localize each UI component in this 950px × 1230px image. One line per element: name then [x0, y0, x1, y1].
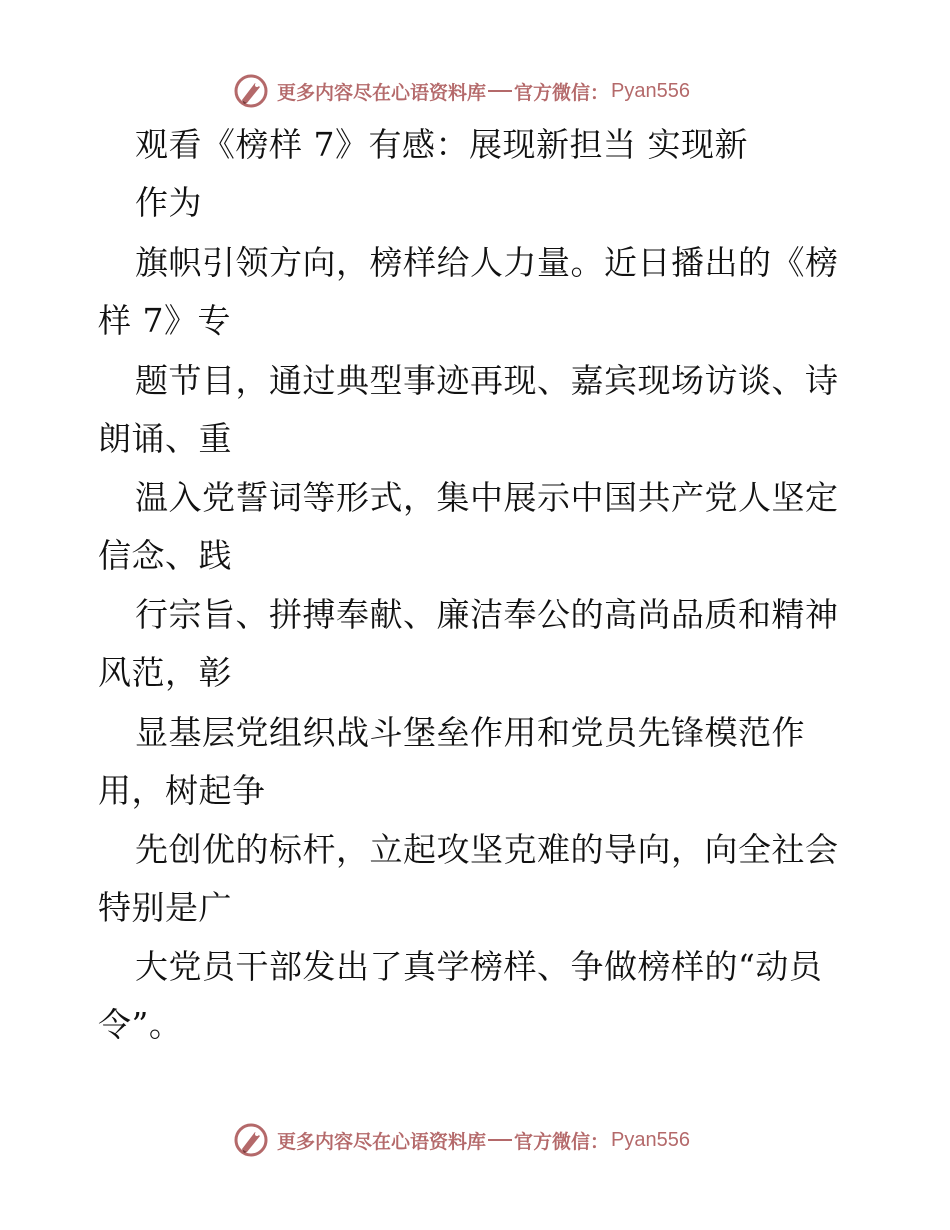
text-line: 样 7》专: [98, 301, 231, 340]
text-line: 信念、践: [98, 536, 232, 575]
watermark-text: [277, 78, 690, 105]
text-line: 令”。: [98, 1005, 183, 1044]
pen-circle-logo-icon: [233, 1122, 269, 1158]
watermark-site-text: 更多内容尽在心语资料库: [277, 1130, 487, 1153]
text-line: 旗帜引领方向，榜样给人力量。近日播出的《榜: [135, 243, 839, 282]
text-line: 题节目，通过典型事迹再现、嘉宾现场访谈、诗: [135, 361, 839, 400]
text-line: 风范，彰: [98, 653, 232, 692]
text-line: 作为: [135, 183, 202, 222]
text-line: 先创优的标杆，立起攻坚克难的导向，向全社会: [135, 830, 839, 869]
footer-watermark: [233, 1120, 690, 1160]
watermark-wechat-id: Pyan556: [611, 79, 690, 102]
watermark-site-text: 更多内容尽在心语资料库: [277, 81, 487, 104]
text-line: 温入党誓词等形式，集中展示中国共产党人坚定: [135, 478, 839, 517]
watermark-wechat-label: 官方微信：: [514, 81, 610, 104]
watermark-wechat-label: 官方微信：: [514, 1130, 610, 1153]
text-line: 观看《榜样 7》有感：展现新担当 实现新: [135, 125, 748, 164]
text-line: 行宗旨、拼搏奉献、廉洁奉公的高尚品质和精神: [135, 595, 839, 634]
watermark-separator: [488, 1139, 512, 1141]
text-line: 朗诵、重: [98, 419, 232, 458]
text-line: 显基层党组织战斗堡垒作用和党员先锋模范作: [135, 713, 805, 752]
text-line: 用，树起争: [98, 771, 266, 810]
watermark-separator: [488, 90, 512, 92]
text-line: 特别是广: [98, 888, 232, 927]
header-watermark: [233, 71, 690, 111]
pen-circle-logo-icon: [233, 73, 269, 109]
watermark-text: [277, 1127, 690, 1154]
text-line: 大党员干部发出了真学榜样、争做榜样的“动员: [135, 947, 823, 986]
watermark-wechat-id: Pyan556: [611, 1128, 690, 1151]
